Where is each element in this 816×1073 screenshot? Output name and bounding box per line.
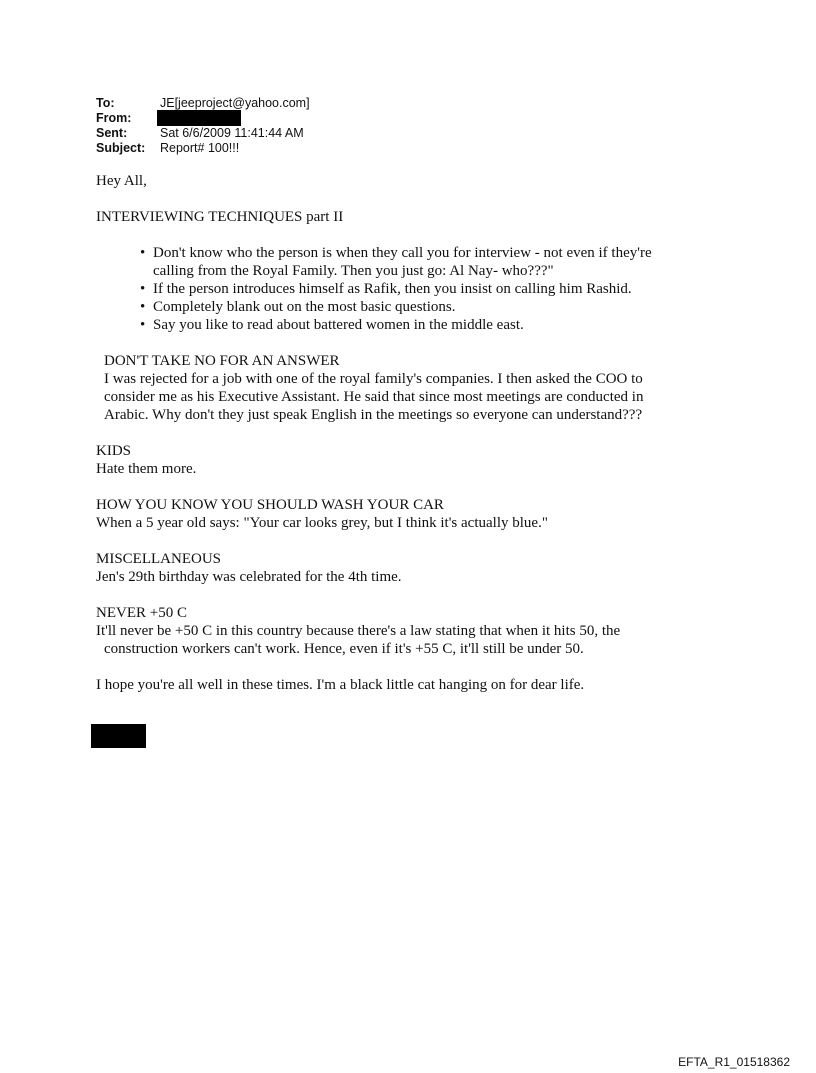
- subject-row: [96, 141, 310, 156]
- section-text-wash-car: When a 5 year old says: "Your car looks grey, but I think it's actually blue.": [96, 515, 548, 531]
- section-title-interviewing: INTERVIEWING TECHNIQUES part II: [96, 209, 344, 225]
- subject-value: Report# 100!!!: [160, 141, 240, 155]
- section-text-no-answer: I was rejected for a job with one of the royal family's companies. I then asked the COO to consider me as his Executive Assistant. He said that since most meetings are conducted in Arabic. Why don't they just speak English in the meetings so everyone can understand???: [104, 371, 644, 423]
- to-value: JE[jeeproject@yahoo.com]: [160, 96, 310, 110]
- bullet-list: [96, 244, 696, 334]
- document-id: EFTA_R1_01518362: [678, 1055, 790, 1069]
- list-item: • Say you like to read about battered women in the middle east.: [140, 316, 696, 334]
- email-body: [96, 172, 696, 694]
- list-item: • Don't know who the person is when they call you for interview - not even if they're calling from the Royal Family. Then you just go: Al Nay- who???": [140, 244, 696, 280]
- sent-row: [96, 126, 310, 141]
- subject-label: Subject:: [96, 141, 146, 155]
- section-title-never-50: NEVER +50 C: [96, 605, 187, 621]
- section-text-never-50: It'll never be +50 C in this country because there's a law stating that when it hits 50, the construction workers can't work. Hence, even if it's +55 C, it'll still be under 50.: [96, 623, 621, 657]
- sent-label: Sent:: [96, 126, 128, 140]
- list-item: • If the person introduces himself as Rafik, then you insist on calling him Rashid.: [140, 280, 696, 298]
- list-item: • Completely blank out on the most basic questions.: [140, 298, 696, 316]
- closing-line: I hope you're all well in these times. I'm a black little cat hanging on for dear life.: [96, 677, 585, 693]
- to-row: [96, 96, 310, 111]
- section-text-kids: Hate them more.: [96, 461, 197, 477]
- email-header: [96, 96, 310, 156]
- sent-value: Sat 6/6/2009 11:41:44 AM: [160, 126, 304, 140]
- greeting: Hey All,: [96, 173, 147, 189]
- from-label: From:: [96, 111, 132, 125]
- section-title-misc: MISCELLANEOUS: [96, 551, 222, 567]
- section-text-misc: Jen's 29th birthday was celebrated for the 4th time.: [96, 569, 402, 585]
- section-title-no-answer: DON'T TAKE NO FOR AN ANSWER: [104, 353, 340, 369]
- signature-redaction: [91, 724, 146, 748]
- section-title-kids: KIDS: [96, 443, 132, 459]
- to-label: To:: [96, 96, 115, 110]
- section-title-wash-car: HOW YOU KNOW YOU SHOULD WASH YOUR CAR: [96, 497, 444, 513]
- from-redaction: [157, 110, 241, 126]
